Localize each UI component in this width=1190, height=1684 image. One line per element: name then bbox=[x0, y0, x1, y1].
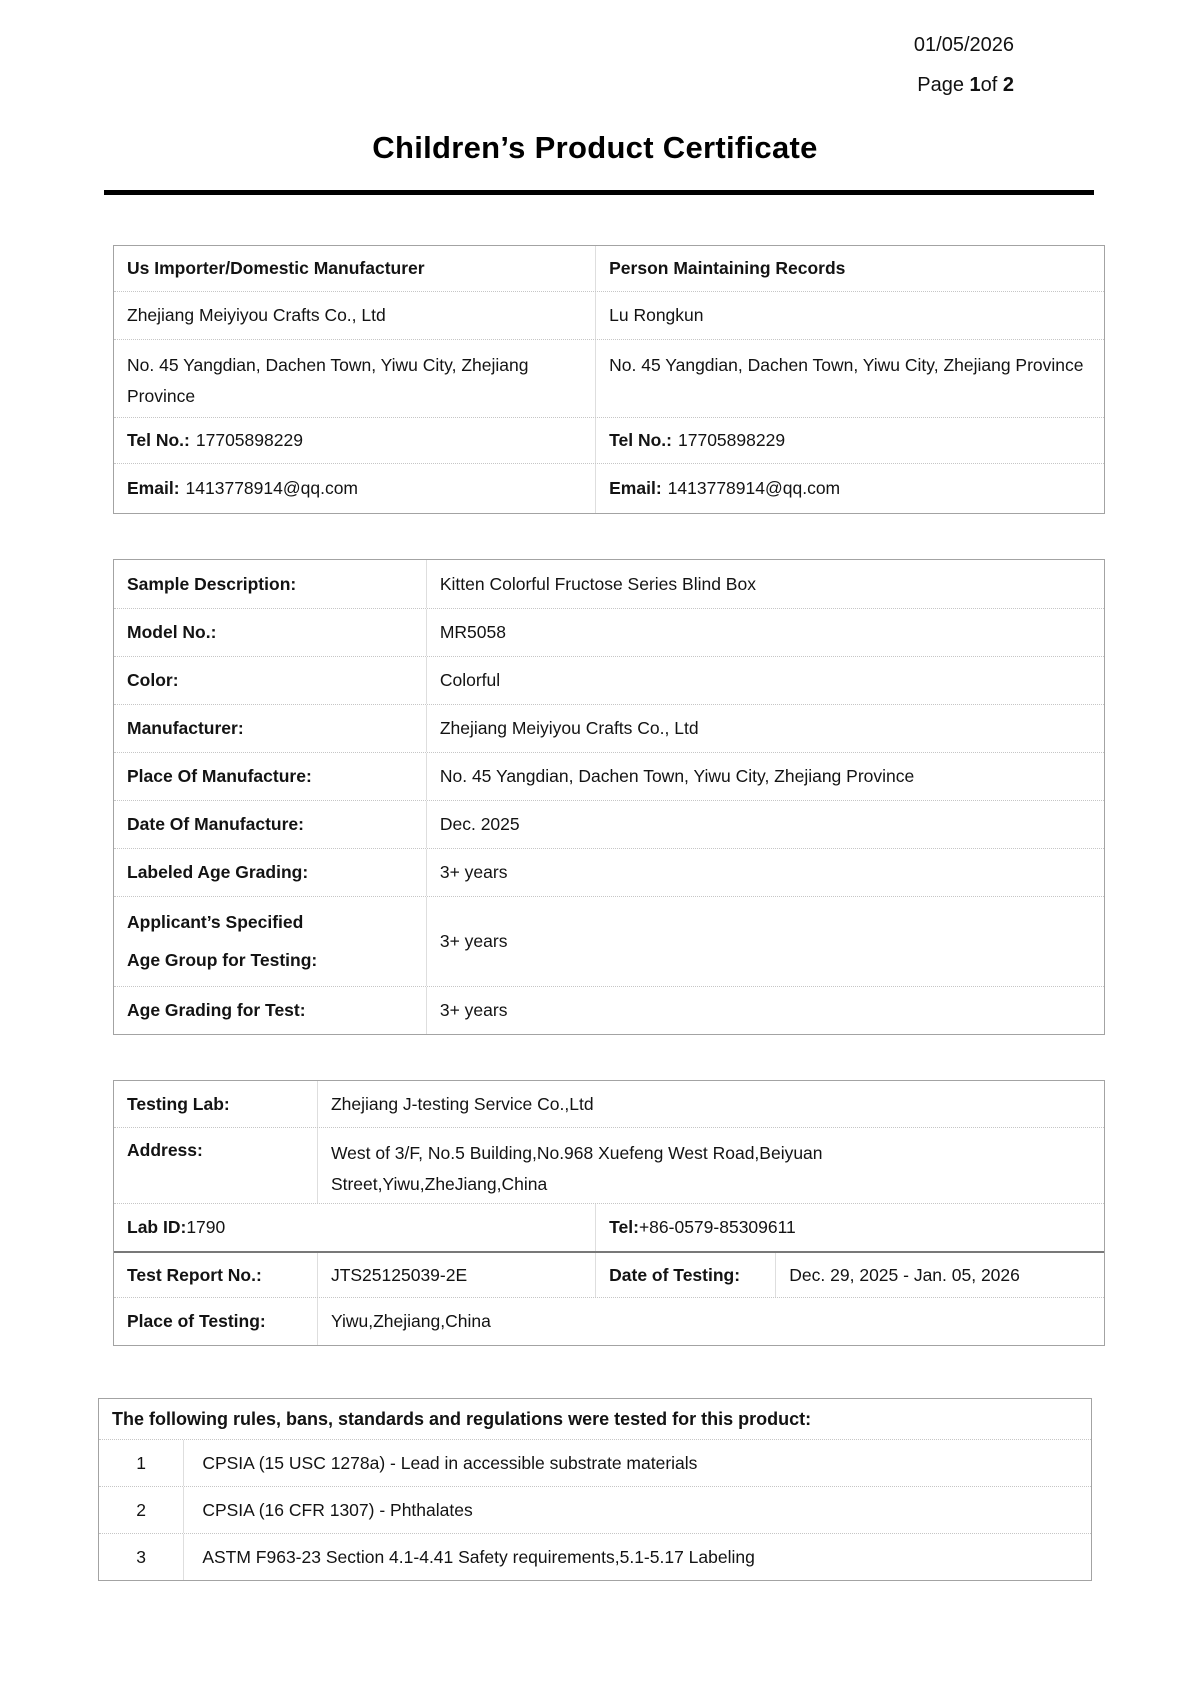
table-row bbox=[114, 560, 1104, 608]
importer-tel: 17705898229 bbox=[195, 430, 303, 450]
rules-row bbox=[99, 1439, 1091, 1486]
table-row bbox=[114, 1251, 1104, 1297]
lab-address-label: Address: bbox=[127, 1140, 203, 1160]
manufacturer-value: Zhejiang Meiyiyou Crafts Co., Ltd bbox=[426, 705, 1104, 752]
email-label: Email: bbox=[609, 478, 662, 498]
rule-number: 1 bbox=[136, 1452, 147, 1473]
table-row bbox=[114, 417, 1104, 463]
records-address: No. 45 Yangdian, Dachen Town, Yiwu City, Zhejiang Province bbox=[595, 340, 1104, 417]
sample-table bbox=[113, 559, 1105, 1035]
lab-address-value bbox=[317, 1128, 1104, 1203]
testing-lab-label: Testing Lab: bbox=[127, 1093, 230, 1114]
place-of-manufacture-value: No. 45 Yangdian, Dachen Town, Yiwu City, Zhejiang Province bbox=[426, 753, 1104, 800]
rules-row bbox=[99, 1486, 1091, 1533]
lab-address-text: West of 3/F, No.5 Building,No.968 Xuefeng West Road,Beiyuan Street,Yiwu,ZheJiang,China bbox=[330, 1143, 823, 1195]
place-of-manufacture-label: Place Of Manufacture: bbox=[127, 766, 312, 786]
records-tel: 17705898229 bbox=[678, 430, 786, 450]
date-of-testing-value: Dec. 29, 2025 - Jan. 05, 2026 bbox=[775, 1253, 1104, 1297]
sample-description-label: Sample Description: bbox=[127, 573, 297, 594]
table-row bbox=[114, 1297, 1104, 1345]
labeled-age-grading-value: 3+ years bbox=[426, 849, 1104, 896]
place-of-testing-label: Place of Testing: bbox=[127, 1311, 266, 1331]
records-email-cell bbox=[595, 464, 1104, 513]
importer-header-cell: Us Importer/Domestic Manufacturer bbox=[127, 258, 425, 278]
rules-table bbox=[98, 1398, 1092, 1581]
page-total: 2 bbox=[1002, 74, 1014, 96]
tel-label: Tel No.: bbox=[127, 430, 190, 450]
labeled-age-grading-label: Labeled Age Grading: bbox=[127, 862, 309, 882]
applicant-age-group-label bbox=[114, 897, 426, 986]
applicant-age-group-label-line1: Applicant’s Specified bbox=[127, 912, 304, 932]
table-row bbox=[114, 656, 1104, 704]
age-grading-for-test-value: 3+ years bbox=[426, 987, 1104, 1034]
lab-id-cell bbox=[114, 1204, 595, 1251]
table-row bbox=[114, 246, 1104, 291]
importer-table bbox=[113, 245, 1105, 514]
page-prefix: Page bbox=[917, 74, 970, 96]
importer-address: No. 45 Yangdian, Dachen Town, Yiwu City, Zhejiang Province bbox=[127, 355, 529, 407]
lab-id-label: Lab ID: bbox=[127, 1217, 187, 1237]
test-report-no-label: Test Report No.: bbox=[127, 1264, 262, 1285]
table-row bbox=[114, 752, 1104, 800]
model-no-value: MR5058 bbox=[426, 609, 1104, 656]
table-row bbox=[114, 608, 1104, 656]
place-of-testing-value: Yiwu,Zhejiang,China bbox=[317, 1298, 1104, 1345]
table-row bbox=[114, 291, 1104, 339]
lab-tel-cell bbox=[595, 1204, 1104, 1251]
rules-header-row bbox=[99, 1399, 1091, 1439]
rule-text: CPSIA (16 CFR 1307) - Phthalates bbox=[183, 1487, 1091, 1533]
page-number: 1 bbox=[969, 74, 981, 96]
table-row bbox=[114, 704, 1104, 752]
table-row bbox=[114, 848, 1104, 896]
records-name: Lu Rongkun bbox=[595, 292, 1104, 339]
records-header-cell: Person Maintaining Records bbox=[595, 246, 1104, 291]
importer-email: 1413778914@qq.com bbox=[185, 478, 359, 498]
rule-number: 3 bbox=[136, 1546, 147, 1567]
table-row bbox=[114, 463, 1104, 513]
date-of-testing-label: Date of Testing: bbox=[595, 1253, 775, 1297]
sample-description-value: Kitten Colorful Fructose Series Blind Box bbox=[426, 560, 1104, 608]
rule-text: CPSIA (15 USC 1278a) - Lead in accessible substrate materials bbox=[183, 1440, 1091, 1486]
importer-email-cell bbox=[114, 464, 595, 513]
table-row bbox=[114, 896, 1104, 986]
title-divider bbox=[104, 190, 1094, 195]
table-row bbox=[114, 800, 1104, 848]
rule-number: 2 bbox=[136, 1499, 147, 1520]
lab-tel-label: Tel: bbox=[609, 1217, 639, 1237]
document-title: Children’s Product Certificate bbox=[372, 130, 818, 165]
applicant-age-group-label-line2: Age Group for Testing: bbox=[127, 950, 318, 970]
table-row bbox=[114, 1127, 1104, 1203]
age-grading-for-test-label: Age Grading for Test: bbox=[127, 1000, 306, 1020]
testing-lab-value: Zhejiang J-testing Service Co.,Ltd bbox=[317, 1081, 1104, 1127]
rule-text: ASTM F963-23 Section 4.1-4.41 Safety requirements,5.1-5.17 Labeling bbox=[183, 1534, 1091, 1580]
date-of-manufacture-label: Date Of Manufacture: bbox=[127, 814, 304, 834]
model-no-label: Model No.: bbox=[127, 622, 217, 642]
applicant-age-group-value: 3+ years bbox=[426, 897, 1104, 986]
rules-row bbox=[99, 1533, 1091, 1580]
color-value: Colorful bbox=[426, 657, 1104, 704]
page-header bbox=[0, 0, 1014, 96]
rules-header: The following rules, bans, standards and regulations were tested for this product: bbox=[112, 1408, 812, 1429]
page-indicator bbox=[0, 74, 1014, 96]
color-label: Color: bbox=[127, 670, 179, 690]
table-row bbox=[114, 339, 1104, 417]
records-tel-cell bbox=[595, 418, 1104, 463]
email-label: Email: bbox=[127, 478, 180, 498]
records-email: 1413778914@qq.com bbox=[667, 478, 841, 498]
manufacturer-label: Manufacturer: bbox=[127, 718, 244, 738]
table-row bbox=[114, 1203, 1104, 1251]
testing-table bbox=[113, 1080, 1105, 1346]
lab-tel-value: +86-0579-85309611 bbox=[638, 1217, 796, 1237]
page-of: of bbox=[980, 74, 1003, 96]
lab-id-value: 1790 bbox=[186, 1217, 226, 1237]
tel-label: Tel No.: bbox=[609, 430, 672, 450]
table-row bbox=[114, 986, 1104, 1034]
document-date: 01/05/2026 bbox=[913, 34, 1014, 56]
importer-name: Zhejiang Meiyiyou Crafts Co., Ltd bbox=[127, 305, 386, 325]
test-report-no-value: JTS25125039-2E bbox=[317, 1253, 595, 1297]
date-of-manufacture-value: Dec. 2025 bbox=[426, 801, 1104, 848]
importer-tel-cell bbox=[114, 418, 595, 463]
table-row bbox=[114, 1081, 1104, 1127]
